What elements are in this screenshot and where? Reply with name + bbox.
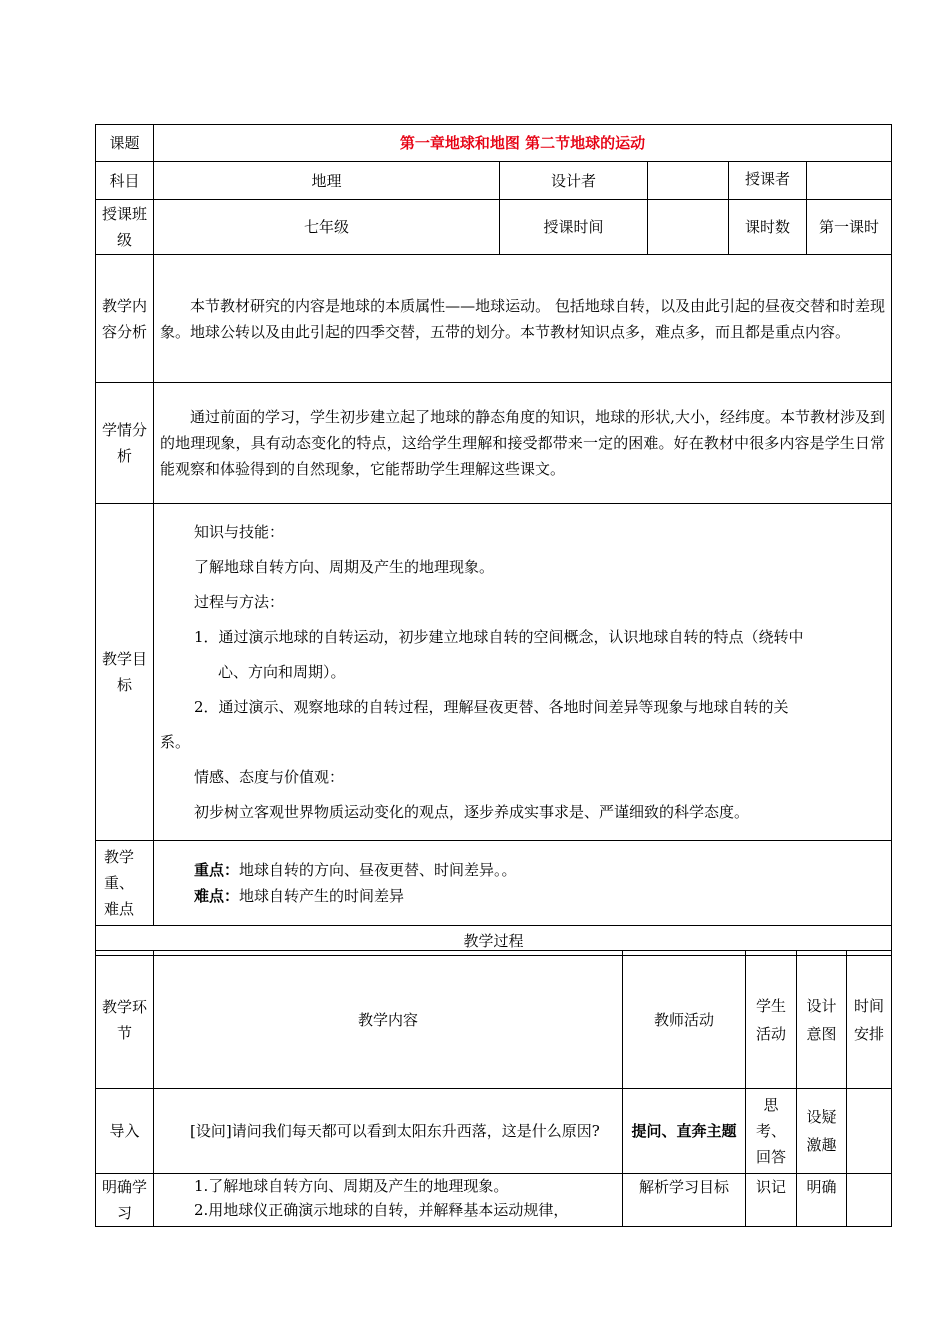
label-goals: 教学目标 <box>96 504 154 841</box>
page-title: 第一章地球和地图 第二节地球的运动 <box>154 125 892 162</box>
key-point-label: 重点： <box>194 861 240 879</box>
row-content-line-1: 1.了解地球自转方向、周期及产生的地理现象。 <box>194 1177 509 1195</box>
key-points-block <box>154 841 892 926</box>
label-content-analysis: 教学内容分析 <box>96 255 154 383</box>
goal-process-1a: 1．通过演示地球的自转运动，初步建立地球自转的空间概念，认识地球自转的特点（绕转中 <box>194 627 804 646</box>
key-point-text: 地球自转的方向、昼夜更替、时间差异。。 <box>239 861 517 879</box>
goal-process-2a: 2．通过演示、观察地球的自转过程，理解昼夜更替、各地时间差异等现象与地球自转的关 <box>194 697 789 716</box>
row-stage: 明确学习 <box>96 1174 154 1227</box>
row-content <box>154 1174 623 1227</box>
goal-emotion-title: 情感、态度与价值观： <box>194 767 345 786</box>
row-content-line-2: 2.用地球仪正确演示地球的自转，并解释基本运动规律， <box>194 1201 569 1219</box>
header-student: 学生活动 <box>746 951 797 1089</box>
header-teacher: 教师活动 <box>623 951 746 1089</box>
difficult-point-label: 难点： <box>194 887 240 905</box>
label-time: 授课时间 <box>500 200 648 255</box>
process-table <box>95 950 892 1227</box>
teacher-value <box>807 162 892 200</box>
label-key-points: 教学重、难点 <box>96 841 154 926</box>
goal-emotion: 初步树立客观世界物质运动变化的观点，逐步养成实事求是、严谨细致的科学态度。 <box>194 802 750 821</box>
goals-block <box>154 504 892 841</box>
row-stage: 导入 <box>96 1089 154 1174</box>
label-subject: 科目 <box>96 162 154 200</box>
hours-value: 第一课时 <box>807 200 892 255</box>
row-teacher: 解析学习目标 <box>623 1174 746 1227</box>
designer-value <box>648 162 729 200</box>
row-student: 思考、回答 <box>746 1089 797 1174</box>
table-row <box>96 1089 892 1174</box>
label-hours: 课时数 <box>729 200 807 255</box>
row-time <box>847 1089 892 1174</box>
goal-process-title: 过程与方法： <box>194 592 285 611</box>
table-row <box>96 1174 892 1227</box>
label-teacher: 授课者 <box>729 162 807 200</box>
content-analysis-text: 本节教材研究的内容是地球的本质属性——地球运动。 包括地球自转，以及由此引起的昼夜交替和时差现象。地球公转以及由此引起的四季交替，五带的划分。本节教材知识点多，难点多，而且都是重点内容。 <box>154 255 892 383</box>
row-content: [设问]请问我们每天都可以看到太阳东升西落，这是什么原因? <box>154 1089 623 1174</box>
label-student-analysis: 学情分析 <box>96 383 154 504</box>
label-topic: 课题 <box>96 125 154 162</box>
header-stage: 教学环节 <box>96 951 154 1089</box>
class-value: 七年级 <box>154 200 500 255</box>
row-intent: 明确 <box>797 1174 847 1227</box>
process-title: 教学过程 <box>96 926 892 956</box>
row-intent: 设疑激趣 <box>797 1089 847 1174</box>
row-student: 识记 <box>746 1174 797 1227</box>
goal-process-1b: 心、方向和周期）。 <box>218 662 346 681</box>
lesson-info-table <box>95 124 892 956</box>
goal-knowledge-title: 知识与技能： <box>194 522 285 541</box>
row-time <box>847 1174 892 1227</box>
row-teacher: 提问、直奔主题 <box>623 1089 746 1174</box>
header-content: 教学内容 <box>154 951 623 1089</box>
label-designer: 设计者 <box>500 162 648 200</box>
header-intent: 设计意图 <box>797 951 847 1089</box>
header-time: 时间安排 <box>847 951 892 1089</box>
subject-value: 地理 <box>154 162 500 200</box>
label-class: 授课班级 <box>96 200 154 255</box>
student-analysis-text: 通过前面的学习，学生初步建立起了地球的静态角度的知识，地球的形状,大小，经纬度。本节教材涉及到的地理现象，具有动态变化的特点，这给学生理解和接受都带来一定的困难。好在教材中很多内容是学生日常能观察和体验得到的自然现象，它能帮助学生理解这些课文。 <box>154 383 892 504</box>
difficult-point-text: 地球自转产生的时间差异 <box>239 887 405 905</box>
goal-process-2b: 系。 <box>160 732 191 751</box>
goal-knowledge: 了解地球自转方向、周期及产生的地理现象。 <box>194 557 495 576</box>
time-value <box>648 200 729 255</box>
